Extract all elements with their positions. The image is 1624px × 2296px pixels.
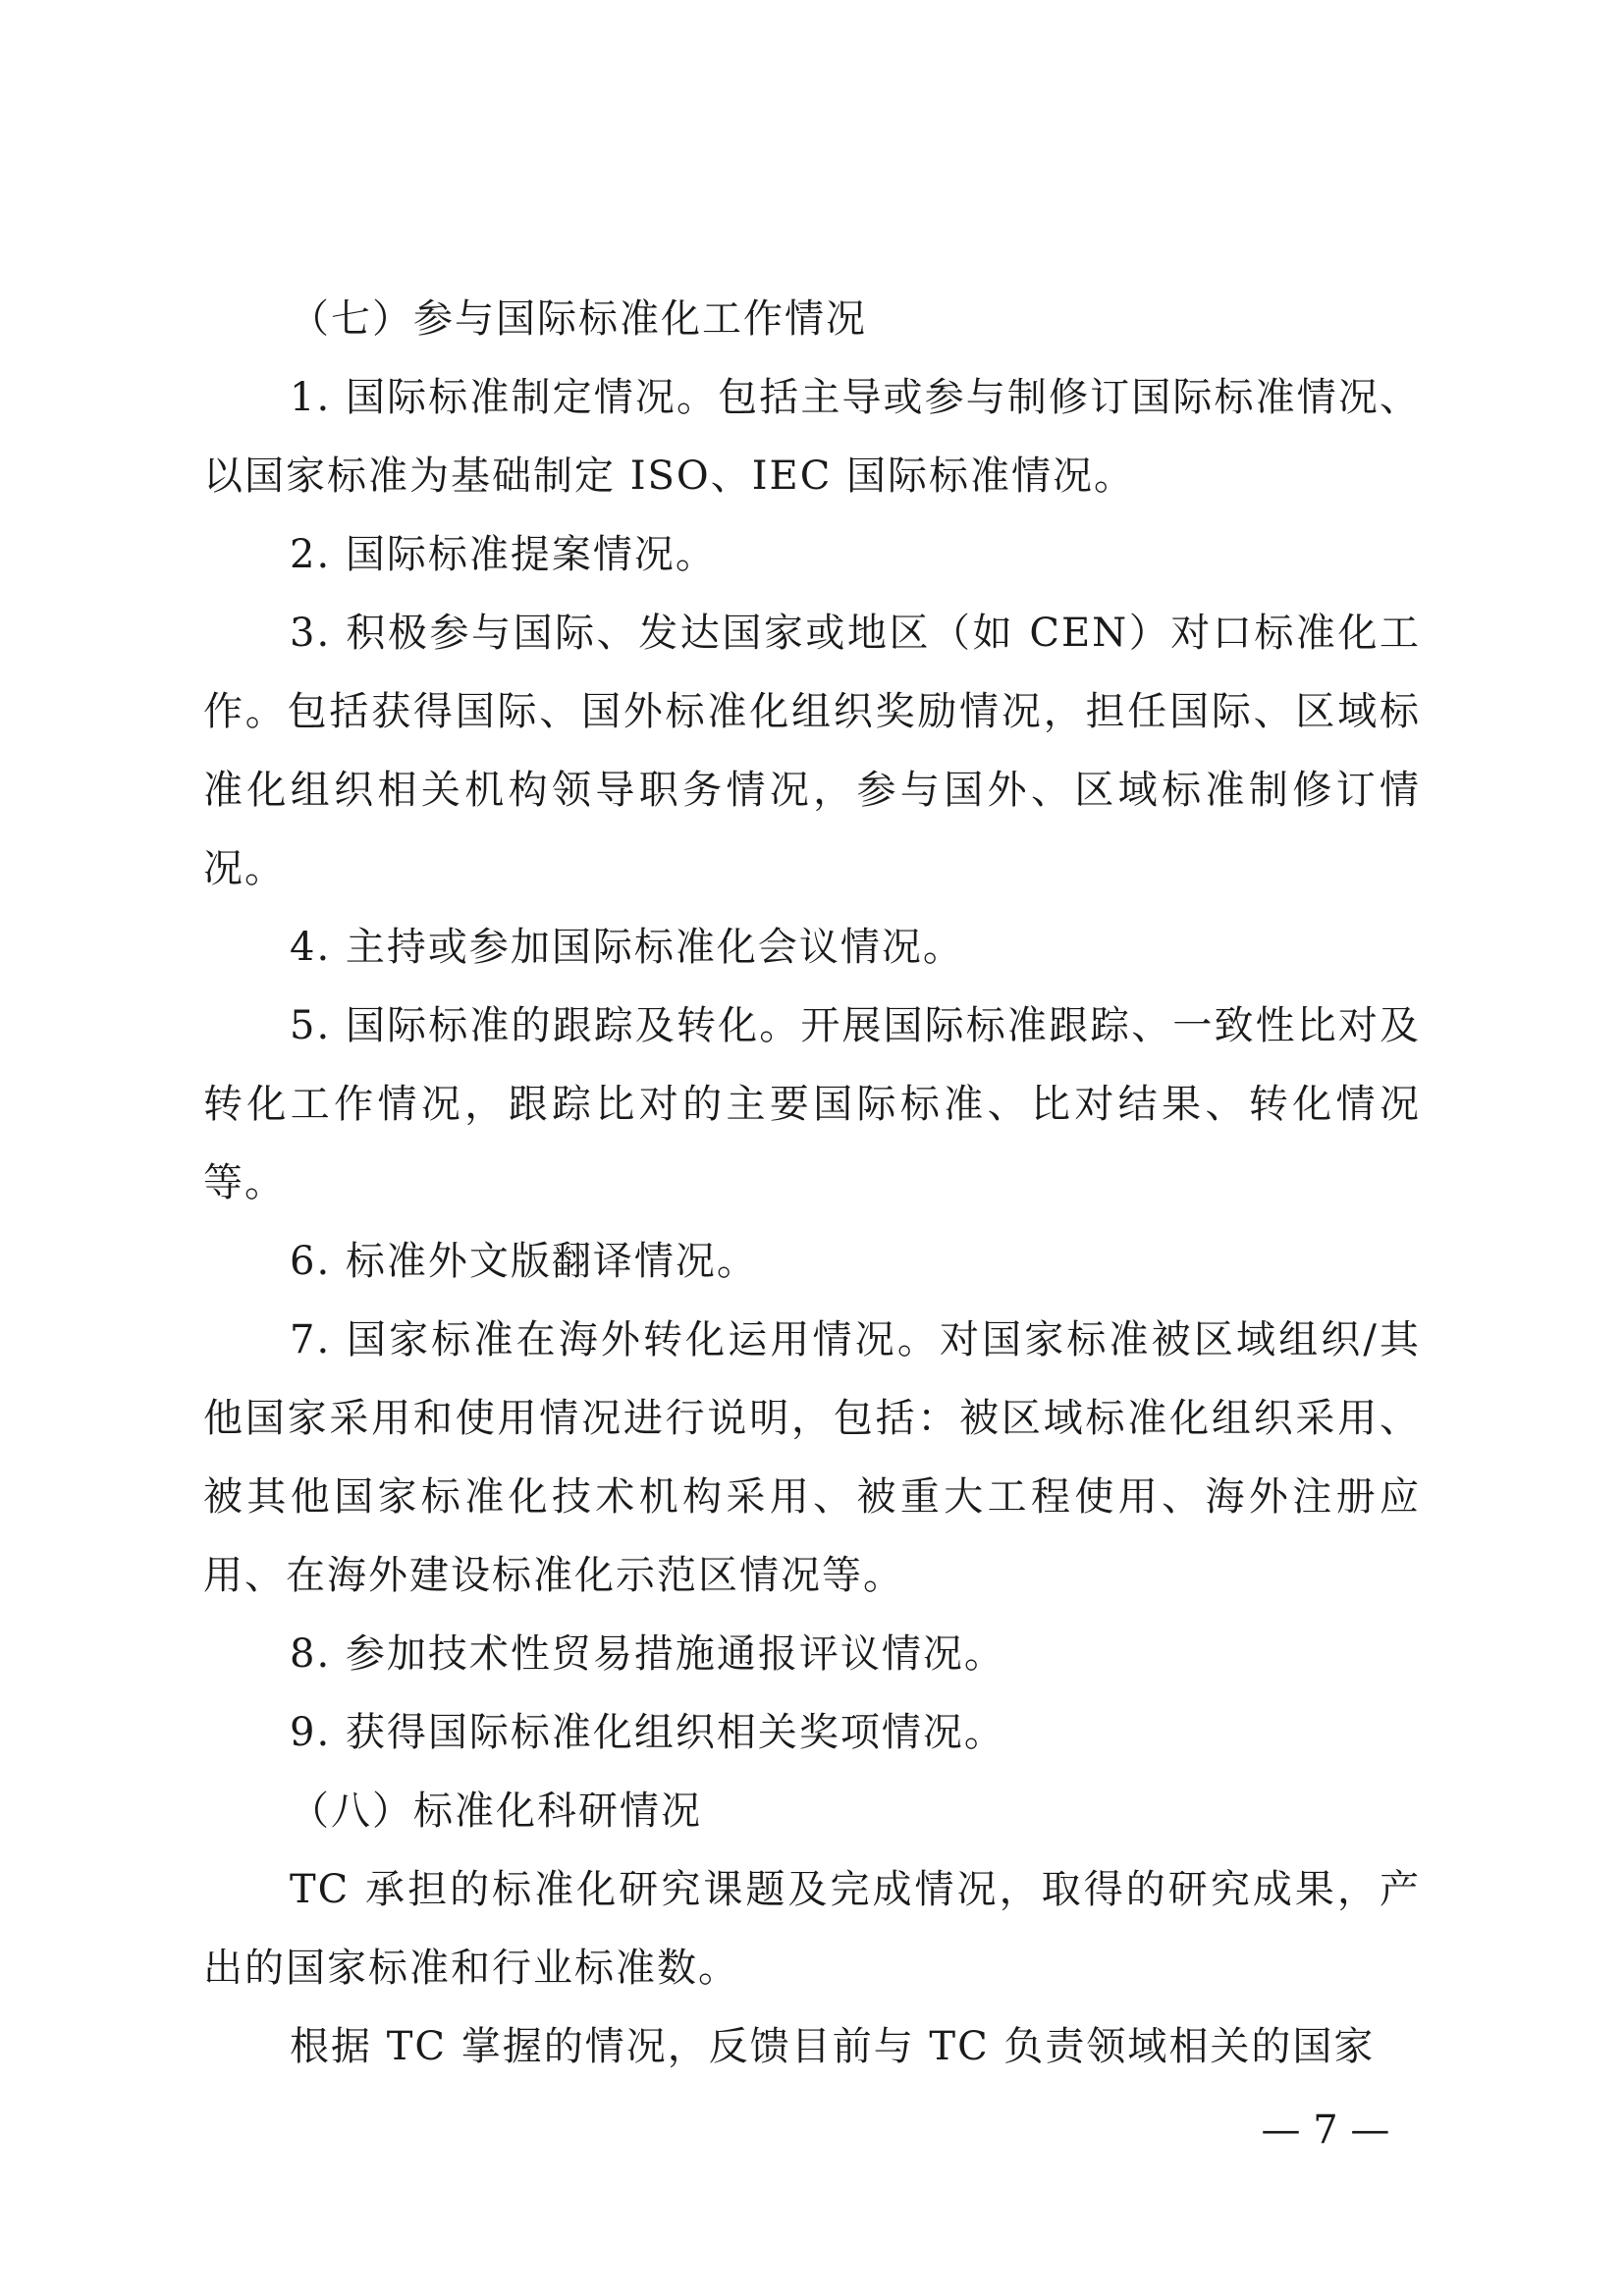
section-7-heading: （七）参与国际标准化工作情况 [290,296,867,342]
section-8-paragraph-2: 根据 TC 掌握的情况，反馈目前与 TC 负责领域相关的国家 [290,2024,1376,2069]
section-8-heading: （八）标准化科研情况 [290,1789,702,1834]
section-7-item-4: 4. 主持或参加国际标准化会议情况。 [290,925,964,970]
section-7-item-8: 8. 参加技术性贸易措施通报评议情况。 [290,1631,1005,1677]
section-7-item-7: 7. 国家标准在海外转化运用情况。对国家标准被区域组织/其他国家采用和使用情况进行说明，包括：被区域标准化组织采用、被其他国家标准化技术机构采用、被重大工程使用、海外注册应用、在海外建设标准化示范区情况等。 [203,1317,1421,1598]
section-8-paragraph-1: TC 承担的标准化研究课题及完成情况，取得的研究成果，产出的国家标准和行业标准数。 [203,1867,1421,1991]
section-7-item-3: 3. 积极参与国际、发达国家或地区（如 CEN）对口标准化工作。包括获得国际、国外标准化组织奖励情况，担任国际、区域标准化组织相关机构领导职务情况，参与国外、区域标准制修订情况。 [203,611,1421,891]
section-7-item-6: 6. 标准外文版翻译情况。 [290,1239,758,1284]
document-body [203,280,1421,2086]
section-7-item-2: 2. 国际标准提案情况。 [290,532,717,577]
section-7-item-5: 5. 国际标准的跟踪及转化。开展国际标准跟踪、一致性比对及转化工作情况，跟踪比对的主要国际标准、比对结果、转化情况等。 [203,1003,1421,1205]
page-number: — 7 — [1261,2108,1390,2153]
section-7-item-9: 9. 获得国际标准化组织相关奖项情况。 [290,1710,1005,1755]
section-7-item-1: 1. 国际标准制定情况。包括主导或参与制修订国际标准情况、以国家标准为基础制定 ISO、IEC 国际标准情况。 [203,375,1421,499]
